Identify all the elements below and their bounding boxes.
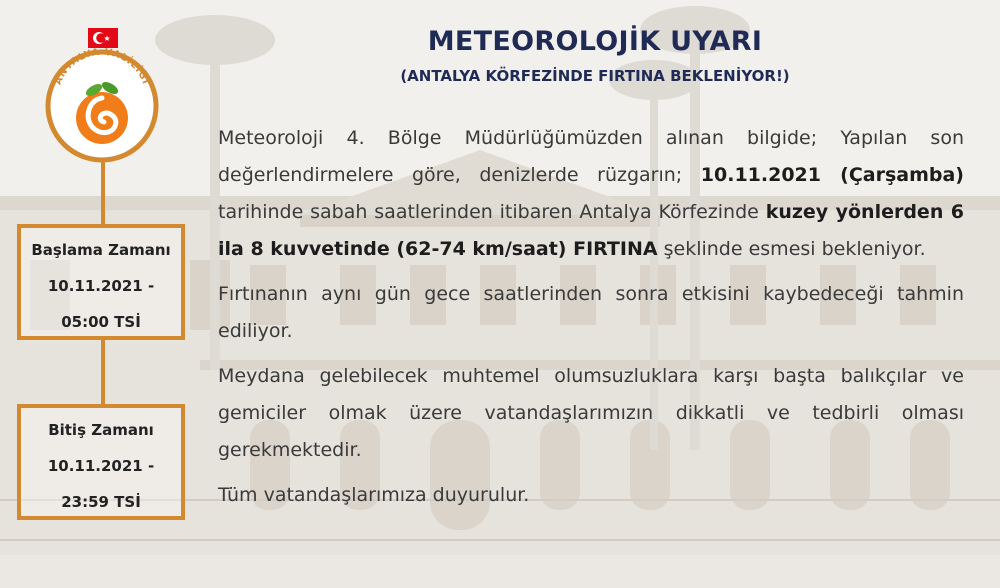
end-time: 23:59 TSİ: [61, 493, 141, 511]
end-date: 10.11.2021 -: [47, 457, 155, 475]
p1-text-e: şeklinde esmesi bekleniyor.: [657, 238, 926, 260]
svg-text:ANTALYA VALİLİĞİ: ANTALYA VALİLİĞİ: [52, 46, 152, 87]
p1-wind-bold: kuzey yönlerden 6 ila 8 kuvvetinde (62-74 km/saat) FIRTINA: [218, 201, 964, 260]
start-date: 10.11.2021 -: [47, 277, 155, 295]
paragraph-1: [218, 120, 964, 268]
page-title: METEOROLOJİK UYARI: [427, 26, 763, 57]
p1-text-a: Meteoroloji 4. Bölge Müdürlüğümüzden alınan bilgide; Yapılan son değerlendirmelere göre, denizlerde rüzgarın;: [218, 127, 964, 186]
paragraph-2: Fırtınanın aynı gün gece saatlerinden sonra etkisini kaybedeceği tahmin ediliyor.: [218, 283, 964, 342]
timeline-line-middle: [101, 340, 105, 406]
end-time-label: Bitiş Zamanı: [48, 421, 154, 439]
start-time: 05:00 TSİ: [61, 313, 141, 331]
p1-text-c: tarihinde sabah saatlerinden itibaren Antalya Körfezinde: [218, 201, 766, 223]
turkish-flag-icon: [88, 28, 118, 48]
end-time-box: [17, 404, 185, 520]
announcement-body: [218, 120, 964, 522]
page-subtitle: (ANTALYA KÖRFEZİNDE FIRTINA BEKLENİYOR!): [400, 67, 790, 85]
paragraph-3: Meydana gelebilecek muhtemel olumsuzluklara karşı başta balıkçılar ve gemiciler olmak üzere vatandaşlarımızın dikkatli ve tedbirli olması gerekmektedir.: [218, 365, 964, 461]
antalya-valiligi-logo: [34, 28, 170, 164]
start-time-label: Başlama Zamanı: [31, 241, 171, 259]
timeline-line-top: [101, 160, 105, 226]
start-time-box: [17, 224, 185, 340]
p1-date-bold: 10.11.2021 (Çarşamba): [700, 164, 964, 186]
paragraph-4: Tüm vatandaşlarımıza duyurulur.: [218, 484, 530, 506]
